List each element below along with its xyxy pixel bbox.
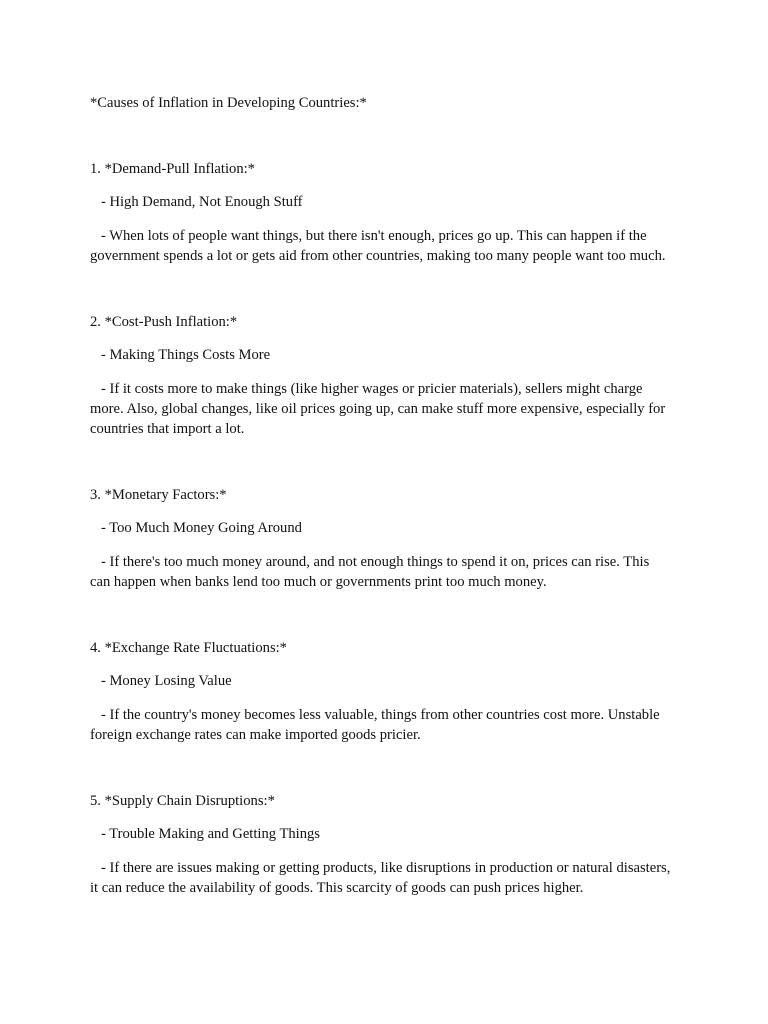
document-title: *Causes of Inflation in Developing Countries:* bbox=[90, 95, 367, 111]
section-subheading: - Too Much Money Going Around bbox=[90, 520, 302, 536]
section-heading: 4. *Exchange Rate Fluctuations:* bbox=[90, 640, 287, 656]
section-cost-push bbox=[90, 312, 672, 439]
section-subheading: - Money Losing Value bbox=[90, 673, 232, 689]
section-text: - If there are issues making or getting products, like disruptions in production or natural disasters, it can reduce the availability of goods. This scarcity of goods can push prices higher. bbox=[90, 860, 675, 896]
section-subheading: - High Demand, Not Enough Stuff bbox=[90, 194, 303, 210]
section-demand-pull bbox=[90, 159, 672, 266]
section-subheading: - Making Things Costs More bbox=[90, 347, 271, 363]
section-subheading: - Trouble Making and Getting Things bbox=[90, 826, 320, 842]
section-text: - If it costs more to make things (like higher wages or pricier materials), sellers might charge more. Also, global changes, like oil prices going up, can make stuff more expensive, especially for countries that import a lot. bbox=[90, 381, 669, 437]
section-text: - If the country's money becomes less valuable, things from other countries cost more. Unstable foreign exchange rates can make imported goods pricier. bbox=[90, 707, 664, 743]
section-monetary-factors bbox=[90, 485, 672, 592]
section-text: - If there's too much money around, and not enough things to spend it on, prices can rise. This can happen when banks lend too much or governments print too much money. bbox=[90, 554, 653, 590]
section-heading: 1. *Demand-Pull Inflation:* bbox=[90, 161, 255, 177]
section-text: - When lots of people want things, but there isn't enough, prices go up. This can happen if the government spends a lot or gets aid from other countries, making too many people want too much. bbox=[90, 228, 666, 264]
section-heading: 2. *Cost-Push Inflation:* bbox=[90, 314, 238, 330]
section-supply-chain bbox=[90, 791, 675, 898]
document-page bbox=[90, 93, 675, 898]
section-heading: 3. *Monetary Factors:* bbox=[90, 487, 227, 503]
section-heading: 5. *Supply Chain Disruptions:* bbox=[90, 793, 275, 809]
section-exchange-rate bbox=[90, 638, 672, 745]
